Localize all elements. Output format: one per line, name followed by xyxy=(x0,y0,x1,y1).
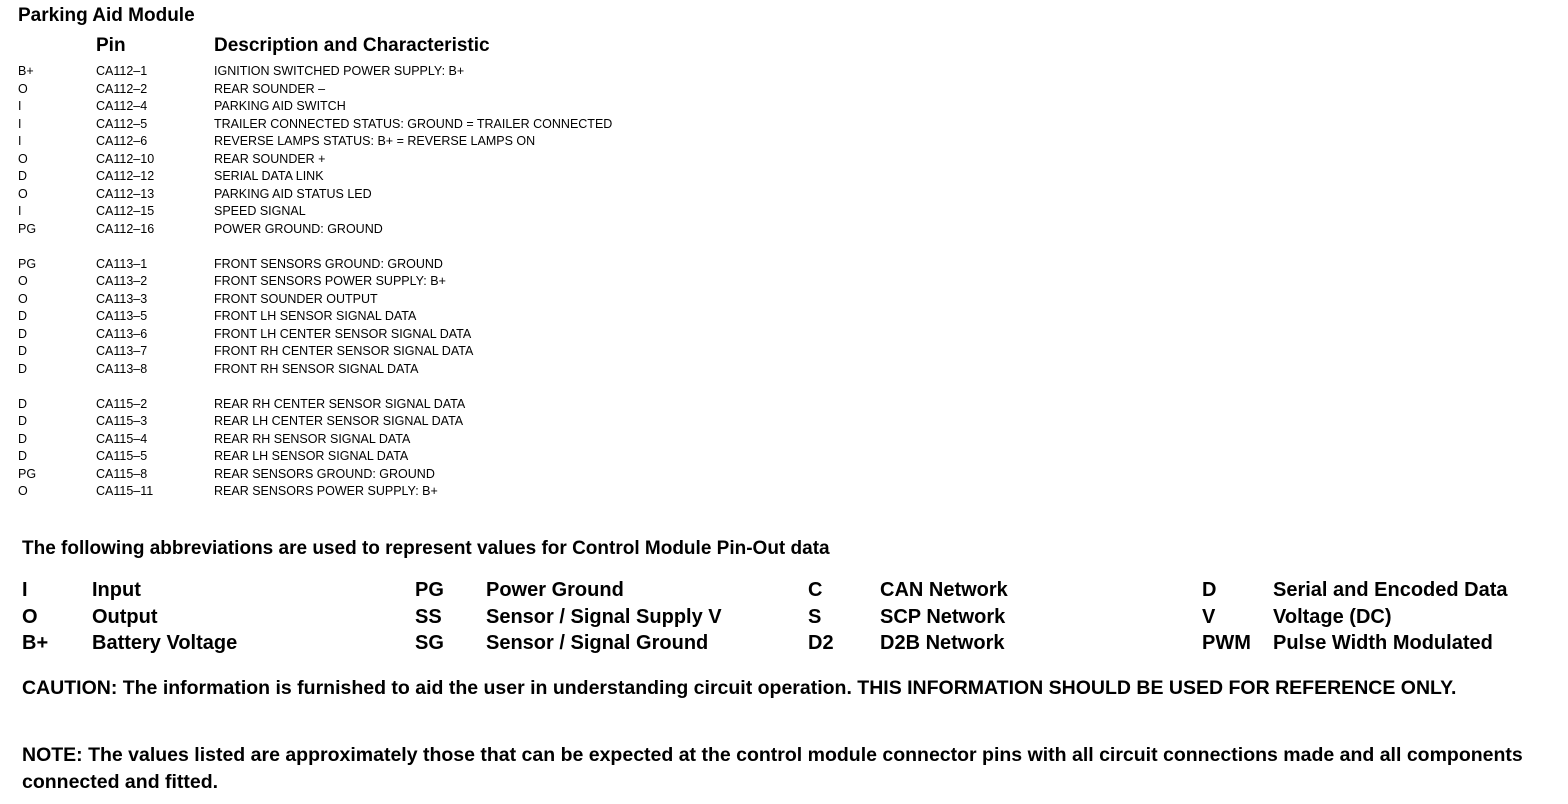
pin-type: D xyxy=(18,396,28,411)
pin-id: CA115–11 xyxy=(96,484,154,498)
pin-id: CA112–1 xyxy=(96,64,148,78)
abbreviations-table xyxy=(0,577,1568,657)
pin-description: FRONT SENSORS GROUND: GROUND xyxy=(214,256,443,271)
abbreviation-row xyxy=(0,577,1568,604)
abbreviation-code: D xyxy=(1202,579,1217,601)
table-row xyxy=(0,168,760,186)
abbreviation-code: V xyxy=(1202,605,1216,628)
pin-type: D xyxy=(18,326,28,341)
table-row xyxy=(0,343,760,361)
pin-id: CA115–3 xyxy=(96,414,148,428)
pin-id: CA112–4 xyxy=(96,99,148,113)
pin-type: D xyxy=(18,449,28,463)
pin-description: FRONT LH CENTER SENSOR SIGNAL DATA xyxy=(214,326,472,341)
pin-id: CA112–2 xyxy=(96,81,148,96)
pin-description: IGNITION SWITCHED POWER SUPPLY: B+ xyxy=(214,64,465,78)
table-row xyxy=(0,98,760,116)
abbreviation-code: SS xyxy=(415,605,442,628)
table-row xyxy=(0,203,760,221)
note-text: NOTE: The values listed are approximately those that can be expected at the control module connector pins with all circuit connections made and all components connected and fitted. xyxy=(22,744,1523,793)
pin-type: PG xyxy=(18,466,37,481)
abbreviation-meaning: Sensor / Signal Supply V xyxy=(486,605,722,628)
abbreviation-meaning: Power Ground xyxy=(486,579,624,601)
pin-description: REAR SOUNDER + xyxy=(214,151,326,166)
table-row xyxy=(0,413,760,431)
pin-description: FRONT LH SENSOR SIGNAL DATA xyxy=(214,309,417,323)
abbreviation-meaning: SCP Network xyxy=(880,605,1006,628)
pin-id: CA112–5 xyxy=(96,116,148,131)
pin-id: CA112–10 xyxy=(96,151,155,166)
abbreviation-code: I xyxy=(22,579,28,601)
table-row xyxy=(0,291,760,309)
pin-description: REVERSE LAMPS STATUS: B+ = REVERSE LAMPS ON xyxy=(214,134,536,148)
table-row xyxy=(0,466,760,484)
table-row xyxy=(0,483,760,501)
abbreviation-code: SG xyxy=(415,632,444,654)
pin-id: CA112–15 xyxy=(96,204,155,218)
pin-type: D xyxy=(18,309,28,323)
pin-type: I xyxy=(18,99,22,113)
pin-id: CA113–1 xyxy=(96,256,148,271)
table-row xyxy=(0,396,760,414)
pin-description: FRONT RH CENTER SENSOR SIGNAL DATA xyxy=(214,344,474,358)
table-row xyxy=(0,63,760,81)
pin-id: CA112–12 xyxy=(96,169,155,183)
pin-id: CA113–6 xyxy=(96,326,148,341)
table-row xyxy=(0,431,760,449)
pin-type: D xyxy=(18,344,28,358)
abbreviation-meaning: D2B Network xyxy=(880,632,1005,654)
abbreviation-meaning: Input xyxy=(92,579,141,601)
abbreviation-meaning: CAN Network xyxy=(880,579,1008,601)
table-row xyxy=(0,221,760,239)
pin-description: REAR SOUNDER – xyxy=(214,81,326,96)
pin-id: CA113–7 xyxy=(96,344,148,358)
pin-type: D xyxy=(18,361,28,376)
pin-table xyxy=(0,63,760,501)
pin-type: B+ xyxy=(18,64,34,78)
abbreviation-code: PWM xyxy=(1202,632,1251,654)
pin-description: PARKING AID STATUS LED xyxy=(214,186,372,201)
pin-type: O xyxy=(18,274,28,288)
pin-type: O xyxy=(18,186,28,201)
abbreviation-meaning: Pulse Width Modulated xyxy=(1273,632,1493,654)
pin-id: CA115–8 xyxy=(96,466,148,481)
abbreviation-code: B+ xyxy=(22,632,49,654)
pin-id: CA113–5 xyxy=(96,309,148,323)
pin-id: CA115–5 xyxy=(96,449,148,463)
pin-type: O xyxy=(18,81,28,96)
pin-description: FRONT RH SENSOR SIGNAL DATA xyxy=(214,361,419,376)
pin-type: I xyxy=(18,134,22,148)
abbreviation-meaning: Battery Voltage xyxy=(92,632,238,654)
pin-id: CA113–3 xyxy=(96,291,148,306)
pin-type: D xyxy=(18,414,28,428)
pin-description: SPEED SIGNAL xyxy=(214,204,306,218)
pin-type: I xyxy=(18,204,22,218)
pin-description: SERIAL DATA LINK xyxy=(214,169,324,183)
pin-description: REAR RH SENSOR SIGNAL DATA xyxy=(214,431,411,446)
abbreviation-row xyxy=(0,604,1568,631)
pin-id: CA113–2 xyxy=(96,274,148,288)
abbreviation-code: PG xyxy=(415,579,444,601)
pin-description: FRONT SOUNDER OUTPUT xyxy=(214,291,378,306)
pin-description: REAR SENSORS GROUND: GROUND xyxy=(214,466,435,481)
pin-type: I xyxy=(18,116,22,131)
abbreviation-code: D2 xyxy=(808,632,834,654)
pin-description: TRAILER CONNECTED STATUS: GROUND = TRAILER CONNECTED xyxy=(214,116,613,131)
pin-description: PARKING AID SWITCH xyxy=(214,99,346,113)
pin-id: CA112–6 xyxy=(96,134,148,148)
table-row xyxy=(0,326,760,344)
pin-type: PG xyxy=(18,256,37,271)
table-row xyxy=(0,256,760,274)
table-row xyxy=(0,133,760,151)
table-row xyxy=(0,151,760,169)
pin-id: CA112–13 xyxy=(96,186,155,201)
pin-type: O xyxy=(18,291,28,306)
table-row xyxy=(0,116,760,134)
column-header-pin: Pin xyxy=(96,35,126,56)
pin-type: O xyxy=(18,151,28,166)
abbreviations-heading: The following abbreviations are used to represent values for Control Module Pin-Out data xyxy=(22,538,830,559)
pin-description: REAR SENSORS POWER SUPPLY: B+ xyxy=(214,484,438,498)
abbreviation-meaning: Serial and Encoded Data xyxy=(1273,579,1508,601)
abbreviation-meaning: Output xyxy=(92,605,158,628)
abbreviation-code: O xyxy=(22,605,38,628)
abbreviation-meaning: Voltage (DC) xyxy=(1273,605,1392,628)
abbreviation-code: C xyxy=(808,579,823,601)
column-header-description: Description and Characteristic xyxy=(214,35,490,56)
pin-description: REAR LH CENTER SENSOR SIGNAL DATA xyxy=(214,414,464,428)
pin-description: REAR LH SENSOR SIGNAL DATA xyxy=(214,449,409,463)
abbreviation-row xyxy=(0,630,1568,657)
pin-type: PG xyxy=(18,221,37,236)
pin-type: O xyxy=(18,484,28,498)
pin-description: POWER GROUND: GROUND xyxy=(214,221,383,236)
table-row xyxy=(0,308,760,326)
table-row xyxy=(0,186,760,204)
caution-text: CAUTION: The information is furnished to aid the user in understanding circuit operation. THIS INFORMATION SHOULD BE USED FOR REFERENCE ONLY. xyxy=(22,677,1457,699)
pin-description: FRONT SENSORS POWER SUPPLY: B+ xyxy=(214,274,446,288)
pin-id: CA115–4 xyxy=(96,431,148,446)
pin-type: D xyxy=(18,169,28,183)
abbreviation-code: S xyxy=(808,605,822,628)
pin-type: D xyxy=(18,431,28,446)
table-row xyxy=(0,361,760,379)
table-row xyxy=(0,448,760,466)
page-title: Parking Aid Module xyxy=(18,5,195,26)
pin-description: REAR RH CENTER SENSOR SIGNAL DATA xyxy=(214,396,466,411)
pin-id: CA115–2 xyxy=(96,396,148,411)
table-row xyxy=(0,273,760,291)
table-row xyxy=(0,81,760,99)
pin-id: CA113–8 xyxy=(96,361,148,376)
pin-id: CA112–16 xyxy=(96,221,155,236)
abbreviation-meaning: Sensor / Signal Ground xyxy=(486,632,709,654)
